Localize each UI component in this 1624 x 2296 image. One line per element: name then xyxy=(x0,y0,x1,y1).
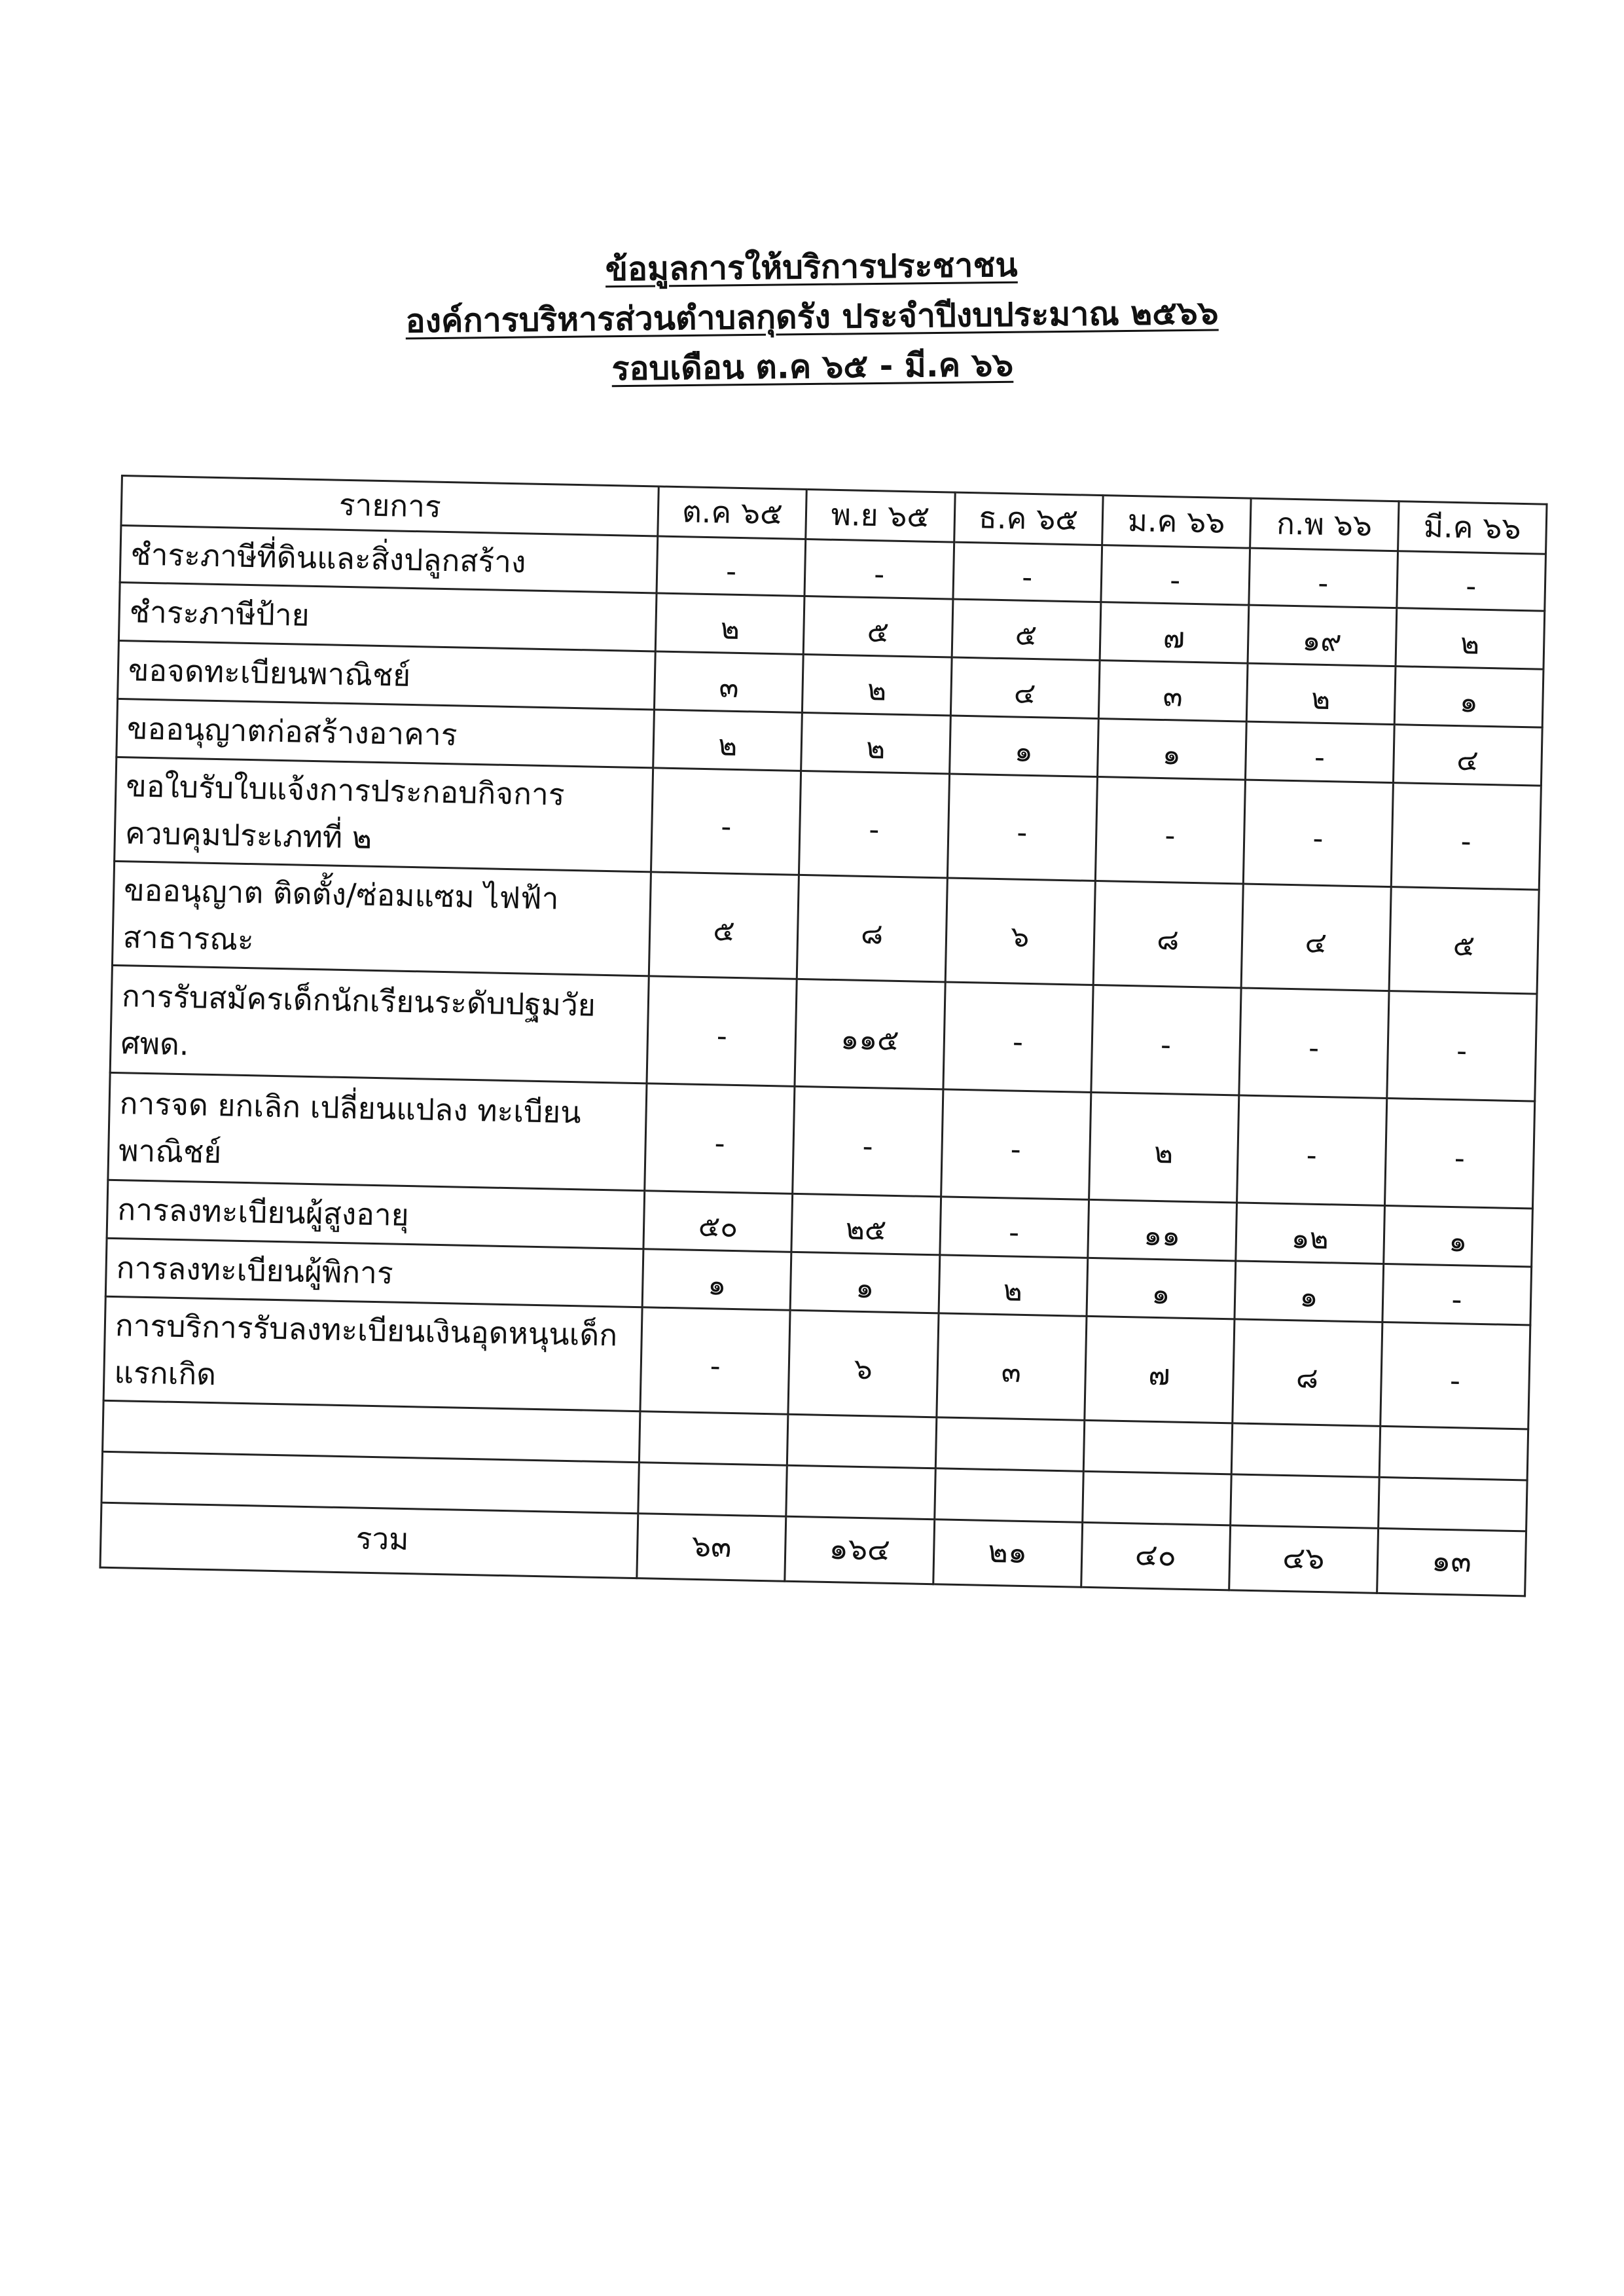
row-value: ๑ xyxy=(1097,719,1246,780)
row-value: - xyxy=(1095,777,1245,884)
blank-cell xyxy=(1082,1471,1231,1525)
row-item-label: ชำระภาษีที่ดินและสิ่งปลูกสร้าง xyxy=(120,526,658,593)
row-value: - xyxy=(1245,721,1394,783)
header-month: ก.พ ๖๖ xyxy=(1250,498,1399,551)
service-statistics-table xyxy=(99,475,1547,1597)
blank-cell xyxy=(934,1468,1083,1523)
title-line-3: รอบเดือน ต.ค ๖๕ - มี.ค ๖๖ xyxy=(611,345,1014,388)
blank-cell xyxy=(640,1412,789,1466)
row-value: ๒ xyxy=(803,654,952,716)
row-value: ๒ xyxy=(1089,1092,1238,1203)
total-value: ๖๓ xyxy=(637,1514,786,1582)
title-line-2: องค์การบริหารส่วนตำบลกุดรัง ประจำปีงบประมาณ ๒๕๖๖ xyxy=(405,293,1219,340)
row-value: ๘ xyxy=(797,875,947,982)
blank-cell xyxy=(787,1414,937,1468)
row-value: ๕ xyxy=(952,599,1101,661)
row-value: ๑๒ xyxy=(1235,1203,1384,1264)
row-item-label: การลงทะเบียนผู้พิการ xyxy=(105,1238,643,1307)
row-value: ๓ xyxy=(936,1313,1086,1421)
row-value: ๒ xyxy=(801,712,950,774)
row-value: - xyxy=(647,976,797,1087)
row-value: ๒ xyxy=(939,1255,1088,1317)
blank-cell xyxy=(1231,1423,1380,1478)
total-value: ๔๖ xyxy=(1229,1525,1378,1594)
total-label: รวม xyxy=(100,1503,638,1578)
blank-cell xyxy=(1378,1477,1527,1531)
row-value: ๑ xyxy=(1394,666,1543,728)
row-value: - xyxy=(939,1197,1089,1258)
row-value: ๒ xyxy=(656,593,805,655)
row-value: ๑๙ xyxy=(1248,605,1397,666)
row-value: - xyxy=(1397,551,1546,611)
blank-cell xyxy=(1230,1474,1379,1529)
row-value: ๒๕ xyxy=(791,1194,941,1255)
row-value: - xyxy=(1101,545,1250,606)
total-value: ๑๓ xyxy=(1377,1528,1526,1596)
row-value: ๒ xyxy=(653,710,803,771)
row-value: - xyxy=(953,542,1102,602)
row-item-label: การรับสมัครเด็กนักเรียนระดับปฐมวัย ศพด. xyxy=(110,965,649,1083)
header-month: ธ.ค ๖๕ xyxy=(954,492,1103,545)
row-value: - xyxy=(1387,991,1537,1102)
blank-cell xyxy=(786,1465,935,1520)
blank-cell xyxy=(935,1417,1085,1472)
row-value: ๑ xyxy=(949,716,1098,777)
row-value: ๒ xyxy=(1246,663,1396,725)
row-value: ๖ xyxy=(788,1310,938,1417)
row-item-label: ขออนุญาตก่อสร้างอาคาร xyxy=(117,699,655,767)
blank-cell xyxy=(638,1463,787,1517)
row-value: - xyxy=(1384,1098,1534,1209)
row-item-label: ขอจดทะเบียนพาณิชย์ xyxy=(118,640,656,709)
row-item-label: ขออนุญาต ติดตั้ง/ซ่อมแซม ไฟฟ้า สาธารณะ xyxy=(112,861,651,975)
row-value: - xyxy=(1249,548,1398,608)
row-value: - xyxy=(1236,1095,1386,1206)
row-value: - xyxy=(1091,985,1241,1095)
row-value: ๖ xyxy=(945,878,1095,985)
row-value: - xyxy=(1239,988,1389,1099)
row-value: ๑ xyxy=(1384,1205,1533,1267)
row-value: ๕ xyxy=(804,596,953,657)
row-value: - xyxy=(640,1307,790,1415)
row-item-label: การลงทะเบียนผู้สูงอายุ xyxy=(107,1180,645,1248)
row-value: ๑ xyxy=(1235,1261,1384,1322)
row-value: - xyxy=(943,982,1092,1093)
row-value: - xyxy=(793,1086,943,1197)
row-value: ๑ xyxy=(791,1252,940,1313)
row-item-label: การบริการรับลงทะเบียนเงินอุดหนุนเด็ก แรกเกิด xyxy=(103,1296,642,1411)
title-line-1: ข้อมูลการให้บริการประชาชน xyxy=(605,246,1018,289)
row-item-label: ชำระภาษีป้าย xyxy=(118,582,657,651)
header-month: มี.ค ๖๖ xyxy=(1398,501,1547,555)
row-value: ๔ xyxy=(950,657,1100,719)
row-value: ๑๑๕ xyxy=(795,979,945,1089)
row-value: ๘ xyxy=(1233,1319,1382,1427)
row-value: - xyxy=(1380,1322,1530,1429)
row-value: - xyxy=(1391,783,1541,890)
row-value: ๑ xyxy=(643,1249,792,1311)
document-title xyxy=(0,234,1624,400)
row-value: ๕ xyxy=(1389,887,1539,994)
row-value: ๔ xyxy=(1241,884,1391,991)
row-item-label: การจด ยกเลิก เปลี่ยนแปลง ทะเบียน พาณิชย์ xyxy=(108,1072,647,1190)
row-value: ๓ xyxy=(655,651,804,713)
row-value: - xyxy=(657,536,806,596)
row-value: - xyxy=(651,768,801,875)
row-value: ๑๑ xyxy=(1087,1199,1236,1261)
row-value: ๗ xyxy=(1084,1316,1234,1423)
row-value: ๕๐ xyxy=(643,1191,793,1252)
row-value: - xyxy=(947,774,1097,881)
row-value: - xyxy=(1382,1264,1532,1325)
row-value: - xyxy=(1243,780,1393,887)
blank-cell xyxy=(1083,1420,1233,1474)
total-value: ๑๖๔ xyxy=(785,1516,934,1584)
row-value: ๒ xyxy=(1396,608,1545,670)
row-value: ๕ xyxy=(649,872,799,979)
row-value: - xyxy=(804,539,954,600)
header-month: พ.ย ๖๕ xyxy=(806,490,955,543)
blank-cell xyxy=(1379,1426,1528,1480)
total-value: ๒๑ xyxy=(933,1520,1082,1588)
row-value: ๑ xyxy=(1087,1258,1236,1319)
header-item: รายการ xyxy=(121,476,659,536)
row-value: ๗ xyxy=(1100,602,1249,664)
row-value: ๘ xyxy=(1093,881,1243,988)
row-value: - xyxy=(941,1089,1091,1200)
row-value: ๔ xyxy=(1393,725,1542,786)
service-statistics-table-wrapper xyxy=(99,475,1547,1597)
header-month: ม.ค ๖๖ xyxy=(1102,496,1251,549)
row-value: ๓ xyxy=(1098,661,1248,722)
header-month: ต.ค ๖๕ xyxy=(658,486,807,539)
row-item-label: ขอใบรับใบแจ้งการประกอบกิจการ ควบคุมประเภทที่ ๒ xyxy=(115,757,653,871)
total-value: ๔๐ xyxy=(1081,1522,1230,1590)
row-value: - xyxy=(799,771,949,878)
row-value: - xyxy=(645,1084,795,1194)
